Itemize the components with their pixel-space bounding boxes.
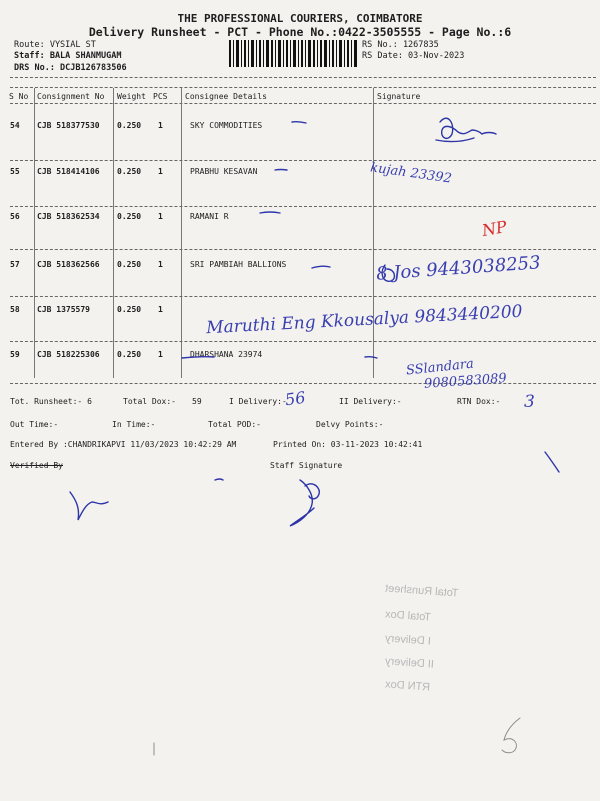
bleedthrough-text: I Delivery <box>384 632 432 648</box>
row-consignment: CJB 1375579 <box>37 305 90 314</box>
row-weight: 0.250 <box>117 167 142 176</box>
staff-label: Staff: BALA SHANMUGAM <box>14 51 122 61</box>
handwritten-np-mark: NP <box>480 216 509 241</box>
col-header-signature: Signature <box>377 92 421 101</box>
row-consignee: RAMANI R <box>190 212 229 221</box>
col-header-pcs: PCS <box>153 92 168 101</box>
entered-by: Entered By :CHANDRIKAPVI 11/03/2023 10:42:29 AM <box>10 440 237 449</box>
row-weight: 0.250 <box>117 305 142 314</box>
row-weight: 0.250 <box>117 121 142 130</box>
bleedthrough-text: RTN Dox <box>384 678 431 694</box>
total-pod-label: Total POD:- <box>208 420 261 429</box>
route-label: Route: VYSIAL ST <box>14 40 96 50</box>
bleedthrough-text: Total Runsheet <box>384 582 459 600</box>
delvy-points-label: Delvy Points:- <box>316 420 384 429</box>
row-sno: 59 <box>10 350 20 359</box>
col-header-sno: S No <box>9 92 29 101</box>
col-header-weight: Weight <box>117 92 146 101</box>
total-dox-label: Total Dox:- <box>123 397 176 406</box>
row-consignment: CJB 518362534 <box>37 212 100 221</box>
row-sno: 56 <box>10 212 20 221</box>
rtn-dox-label: RTN Dox:- <box>457 397 501 406</box>
row-consignee: SKY COMMODITIES <box>190 121 263 130</box>
row-sno: 57 <box>10 260 20 269</box>
row-consignment: CJB 518225306 <box>37 350 100 359</box>
col-header-consignee: Consignee Details <box>185 92 267 101</box>
row-sno: 58 <box>10 305 20 314</box>
bleedthrough-text: II Delivery <box>384 655 435 671</box>
row-pcs: 1 <box>158 121 163 130</box>
handwritten-delivery-count: 56 <box>283 387 307 410</box>
col-header-consignment: Consignment No <box>37 92 105 101</box>
handwritten-signature: Maruthi Eng Kkousalya 9843440200 <box>205 301 523 339</box>
row-pcs: 1 <box>158 260 163 269</box>
row-weight: 0.250 <box>117 212 142 221</box>
bleedthrough-text: Total Dox <box>384 608 432 624</box>
handwritten-phone: 9080583089 <box>423 371 508 392</box>
ii-delivery-label: II Delivery:- <box>339 397 402 406</box>
row-pcs: 1 <box>158 212 163 221</box>
verified-by-label: Verified By <box>10 461 63 470</box>
row-weight: 0.250 <box>117 260 142 269</box>
rs-date: RS Date: 03-Nov-2023 <box>362 51 465 61</box>
total-dox-value: 59 <box>192 397 202 406</box>
row-consignee: SRI PAMBIAH BALLIONS <box>190 260 287 269</box>
rs-number: RS No.: 1267835 <box>362 40 439 50</box>
row-consignment: CJB 518414106 <box>37 167 100 176</box>
runsheet-subtitle: Delivery Runsheet - PCT - Phone No.:0422-3505555 - Page No.:6 <box>88 25 512 39</box>
row-weight: 0.250 <box>117 350 142 359</box>
in-time-label: In Time:- <box>112 420 156 429</box>
row-consignee: PRABHU KESAVAN <box>190 167 258 176</box>
row-pcs: 1 <box>158 305 163 314</box>
drs-number: DRS No.: DCJB126783506 <box>14 63 127 73</box>
row-pcs: 1 <box>158 350 163 359</box>
row-pcs: 1 <box>158 167 163 176</box>
staff-signature-label: Staff Signature <box>270 461 343 470</box>
printed-on: Printed On: 03-11-2023 10:42:41 <box>273 440 423 449</box>
company-title: THE PROFESSIONAL COURIERS, COIMBATORE <box>177 12 423 25</box>
row-consignee: DHARSHANA 23974 <box>190 350 263 359</box>
handwritten-signature: 8 Jos 9443038253 <box>375 252 542 285</box>
i-delivery-label: I Delivery:- <box>229 397 287 406</box>
handwritten-signature: SSlandara <box>405 356 475 379</box>
row-consignment: CJB 518362566 <box>37 260 100 269</box>
row-sno: 54 <box>10 121 20 130</box>
tot-runsheet: Tot. Runsheet:- 6 <box>10 397 92 406</box>
out-time-label: Out Time:- <box>10 420 59 429</box>
row-sno: 55 <box>10 167 20 176</box>
handwritten-rtn-count: 3 <box>524 392 535 412</box>
handwritten-signature: kujah 23392 <box>369 160 453 187</box>
row-consignment: CJB 518377530 <box>37 121 100 130</box>
